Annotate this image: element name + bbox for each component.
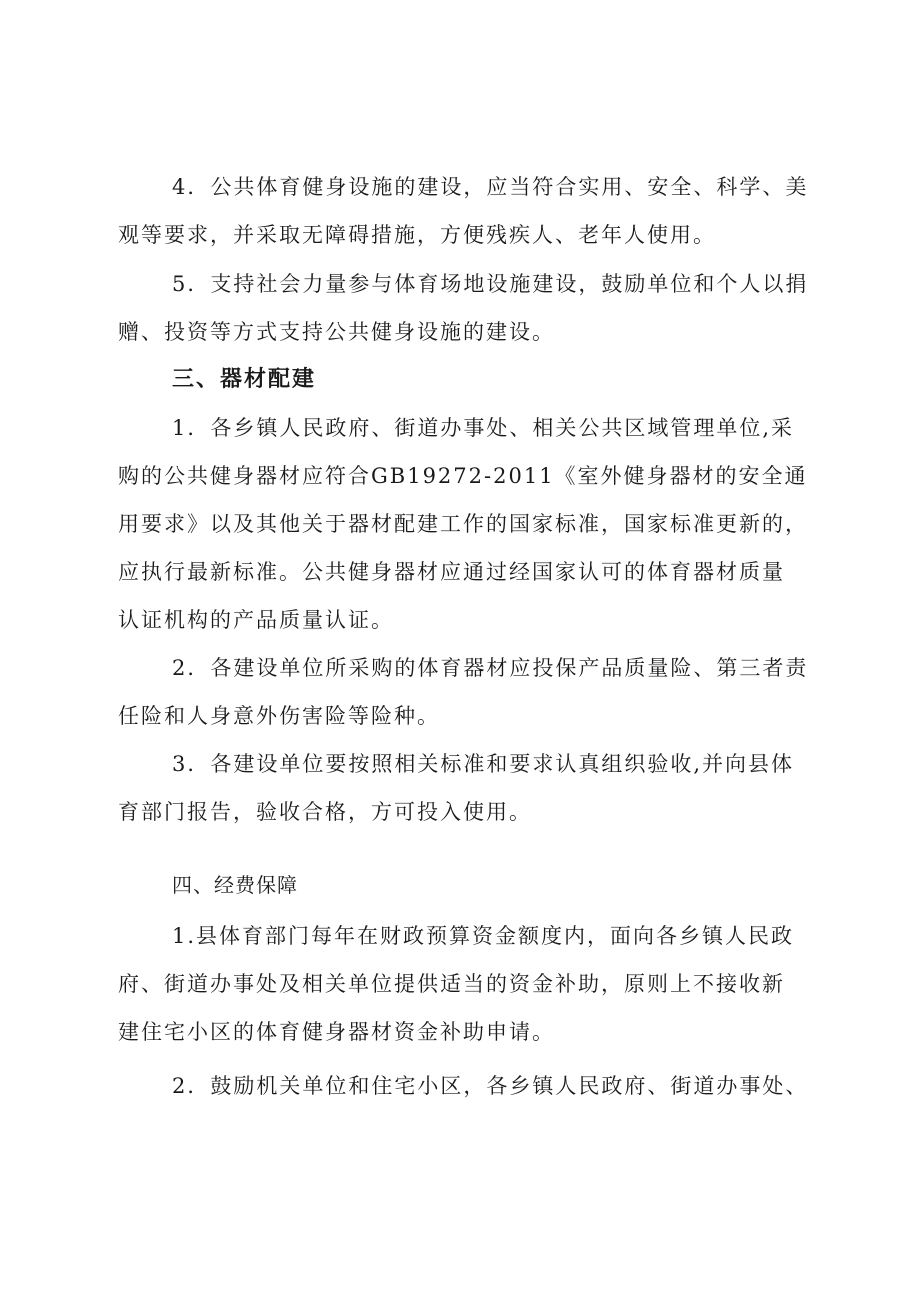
section-heading-equipment: 三、器材配建 [172,367,317,392]
equipment-item-1-line-2: 购的公共健身器材应符合GB19272-2011《室外健身器材的安全通 [118,464,808,488]
paragraph-4-line-1: 4．公共体育健身设施的建设，应当符合实用、安全、科学、美 [172,175,809,199]
equipment-item-3-line-1: 3．各建设单位要按照相关标准和要求认真组织验收,并向县体 [172,752,795,776]
funding-item-1-line-1: 1.县体育部门每年在财政预算资金额度内，面向各乡镇人民政 [172,924,795,948]
funding-item-1-line-3: 建住宅小区的体育健身器材资金补助申请。 [118,1020,555,1044]
paragraph-4-line-2: 观等要求，并采取无障碍措施，方便残疾人、老年人使用。 [118,223,716,247]
equipment-item-2-line-2: 任险和人身意外伤害险等险种。 [118,704,440,728]
paragraph-5-line-2: 赠、投资等方式支持公共健身设施的建设。 [118,320,555,344]
paragraph-5-line-1: 5．支持社会力量参与体育场地设施建设，鼓励单位和个人以捐 [172,272,809,296]
section-heading-funding: 四、经费保障 [172,873,298,897]
equipment-item-2-line-1: 2．各建设单位所采购的体育器材应投保产品质量险、第三者责 [172,656,809,680]
equipment-item-1-line-5: 认证机构的产品质量认证。 [118,608,394,632]
equipment-item-1-line-3: 用要求》以及其他关于器材配建工作的国家标准，国家标准更新的， [118,512,808,536]
equipment-item-1-line-1: 1．各乡镇人民政府、街道办事处、相关公共区域管理单位,采 [172,416,795,440]
funding-item-1-line-2: 府、街道办事处及相关单位提供适当的资金补助，原则上不接收新 [118,972,785,996]
equipment-item-1-line-4: 应执行最新标准。公共健身器材应通过经国家认可的体育器材质量 [118,560,785,584]
funding-item-2-line-1: 2．鼓励机关单位和住宅小区，各乡镇人民政府、街道办事处、 [172,1074,809,1098]
equipment-item-3-line-2: 育部门报告，验收合格，方可投入使用。 [118,800,532,824]
